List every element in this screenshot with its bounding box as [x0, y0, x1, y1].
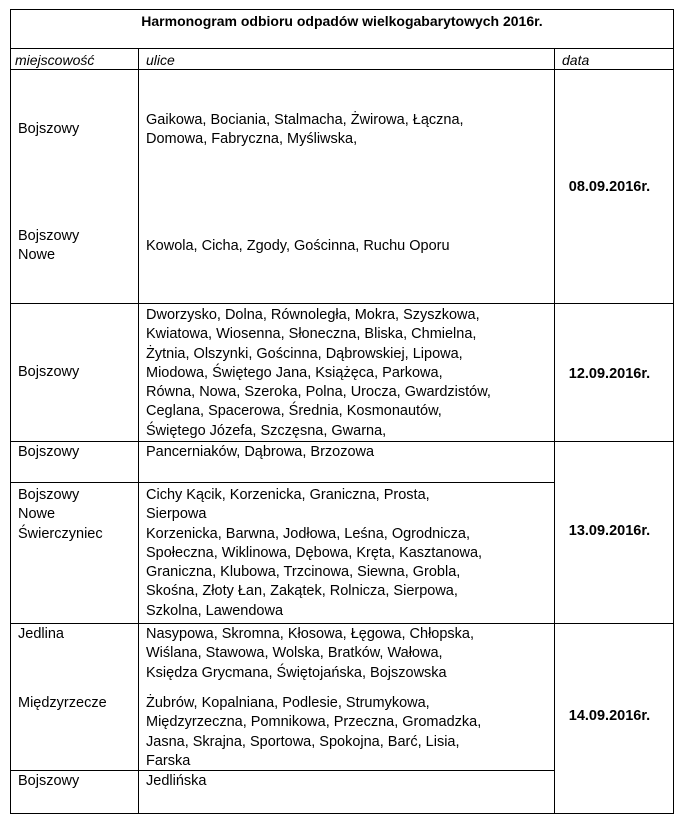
place-cell — [18, 694, 107, 713]
place-line: Bojszowy — [18, 487, 80, 503]
streets-cell — [146, 694, 481, 771]
streets-cell — [146, 772, 206, 791]
street-line: Ceglana, Spacerowa, Średnia, Kosmonautów, — [146, 403, 442, 420]
street-line: Żubrów, Kopalniana, Podlesie, Strumykowa, — [146, 695, 430, 711]
street-line: Nasypowa, Skromna, Kłosowa, Łęgowa, Chłopska, — [146, 626, 475, 642]
schedule-table — [10, 9, 674, 814]
street-line: Domowa, Fabryczna, Myśliwska, — [146, 131, 358, 148]
place-cell — [18, 363, 79, 382]
place-line: Bojszowy — [18, 364, 80, 380]
header-data: data — [562, 52, 590, 68]
street-line: Szkolna, Lawendowa — [146, 602, 284, 619]
street-line: Księdza Grycmana, Świętojańska, Bojszowska — [146, 664, 447, 681]
table-title: Harmonogram odbioru odpadów wielkogabarytowych 2016r. — [11, 10, 673, 49]
street-line: Sierpowa — [146, 506, 207, 523]
street-line: Graniczna, Klubowa, Trzcinowa, Siewna, Grobla, — [146, 564, 461, 581]
place-line: Nowe — [18, 506, 56, 523]
street-line: Cichy Kącik, Korzenicka, Graniczna, Prosta, — [146, 487, 430, 503]
place-line: Bojszowy — [18, 444, 80, 460]
street-line: Kwiatowa, Wiosenna, Słoneczna, Bliska, Chmielna, — [146, 326, 477, 343]
header-miejscowosc: miejscowość — [15, 52, 95, 68]
place-line: Nowe — [18, 247, 56, 264]
street-line: Równa, Nowa, Szeroka, Polna, Urocza, Gwardzistów, — [146, 384, 491, 401]
streets-cell — [146, 486, 482, 621]
place-line: Międzyrzecze — [18, 695, 107, 711]
place-cell — [18, 443, 79, 462]
place-cell — [18, 227, 79, 266]
place-line: Bojszowy — [18, 228, 80, 244]
street-line: Pancerniaków, Dąbrowa, Brzozowa — [146, 444, 375, 460]
place-cell — [18, 486, 103, 544]
place-line: Świerczyniec — [18, 525, 103, 542]
streets-cell — [146, 111, 464, 150]
column-divider-2 — [554, 48, 555, 814]
street-line: Kowola, Cicha, Zgody, Gościnna, Ruchu Oporu — [146, 238, 450, 254]
street-line: Jedlińska — [146, 773, 207, 789]
place-cell — [18, 120, 79, 139]
place-line: Bojszowy — [18, 121, 80, 137]
date-cell: 12.09.2016r. — [568, 366, 651, 382]
row-divider-group-3 — [11, 623, 673, 624]
row-divider-group-3a — [11, 482, 555, 483]
date-cell: 08.09.2016r. — [568, 179, 651, 195]
header-divider — [11, 69, 673, 70]
street-line: Wiślana, Stawowa, Wolska, Bratków, Wałowa, — [146, 645, 443, 662]
date-cell: 13.09.2016r. — [568, 523, 651, 539]
row-divider-group-2 — [11, 441, 673, 442]
streets-cell — [146, 237, 450, 256]
street-line: Jasna, Skrajna, Sportowa, Spokojna, Barć, Lisia, — [146, 733, 460, 750]
street-line: Farska — [146, 752, 191, 769]
place-line: Jedlina — [18, 626, 64, 642]
header-ulice: ulice — [146, 52, 175, 68]
place-cell — [18, 772, 79, 791]
street-line: Gaikowa, Bociania, Stalmacha, Żwirowa, Łączna, — [146, 112, 464, 128]
street-line: Społeczna, Wiklinowa, Dębowa, Kręta, Kasztanowa, — [146, 544, 483, 561]
street-line: Żytnia, Olszynki, Gościnna, Dąbrowskiej, Lipowa, — [146, 345, 463, 362]
date-cell: 14.09.2016r. — [568, 708, 651, 724]
streets-cell — [146, 306, 491, 441]
streets-cell — [146, 625, 474, 683]
place-line: Bojszowy — [18, 773, 80, 789]
street-line: Dworzysko, Dolna, Równoległa, Mokra, Szyszkowa, — [146, 307, 480, 323]
street-line: Korzenicka, Barwna, Jodłowa, Leśna, Ogrodnicza, — [146, 525, 471, 542]
street-line: Miodowa, Świętego Jana, Książęca, Parkowa, — [146, 364, 443, 381]
streets-cell — [146, 443, 374, 462]
street-line: Międzyrzeczna, Pomnikowa, Przeczna, Gromadzka, — [146, 714, 482, 731]
column-divider-1 — [138, 48, 139, 814]
street-line: Świętego Józefa, Szczęsna, Gwarna, — [146, 422, 387, 439]
row-divider-group-1 — [11, 303, 673, 304]
street-line: Skośna, Złoty Łan, Zakątek, Rolnicza, Sierpowa, — [146, 583, 458, 600]
place-cell — [18, 625, 64, 644]
